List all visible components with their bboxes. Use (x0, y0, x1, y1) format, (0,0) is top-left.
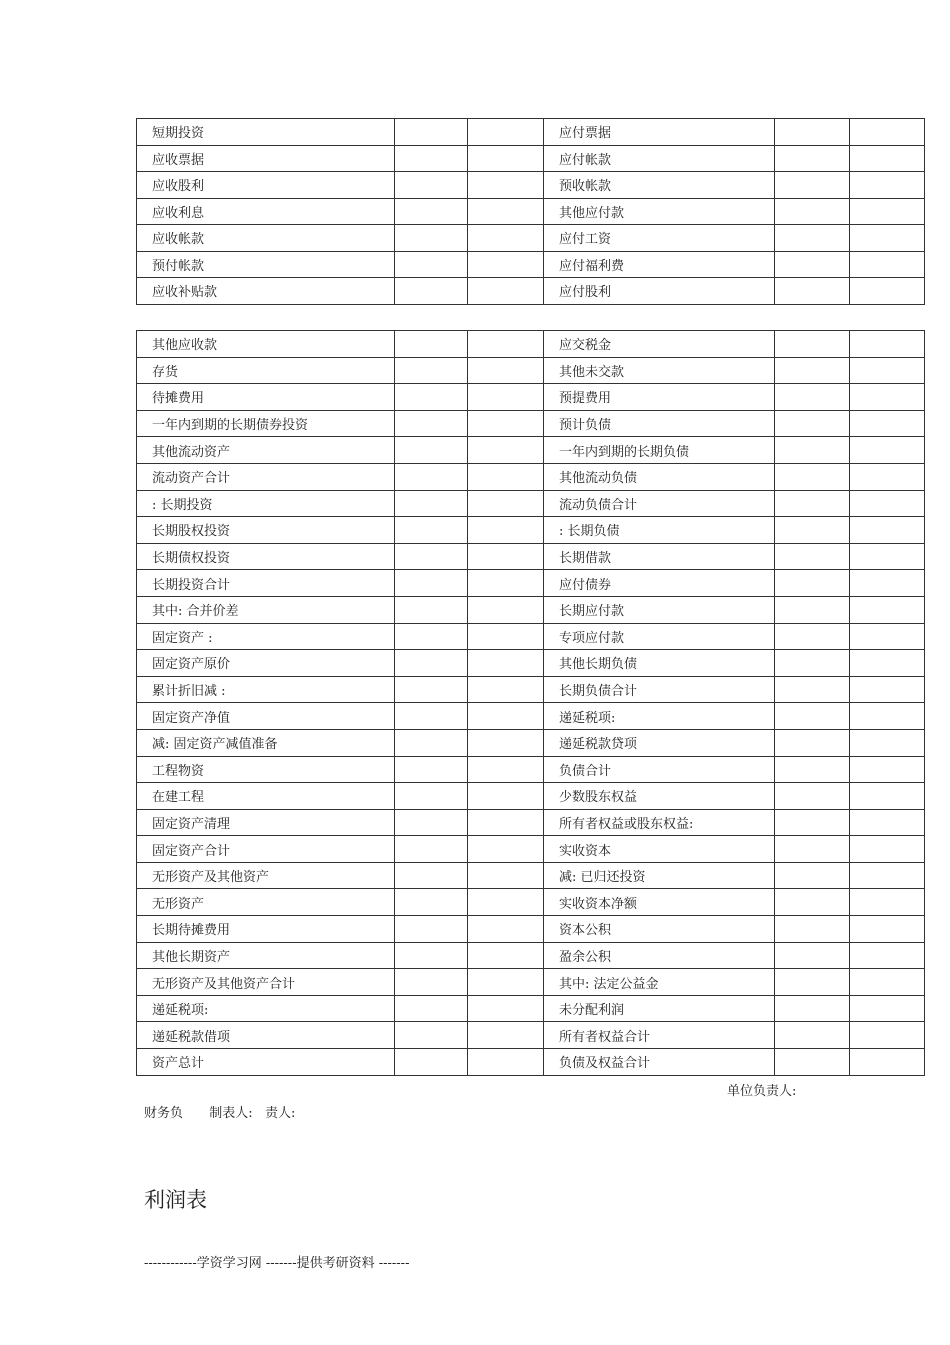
asset-value-cell (395, 889, 468, 916)
asset-value-cell (468, 596, 544, 623)
liability-item-label: 递延税项: (544, 703, 775, 730)
asset-item-label: 一年内到期的长期债券投资 (137, 410, 395, 437)
table-row (137, 995, 925, 1022)
liability-item-label: 预提费用 (544, 384, 775, 411)
liability-value-cell (850, 517, 925, 544)
table-row (137, 809, 925, 836)
liability-item-label: 预计负债 (544, 410, 775, 437)
asset-value-cell (395, 756, 468, 783)
asset-value-cell (395, 357, 468, 384)
asset-value-cell (395, 809, 468, 836)
liability-value-cell (775, 676, 850, 703)
table-row (137, 783, 925, 810)
asset-value-cell (395, 995, 468, 1022)
liability-item-label: 资本公积 (544, 916, 775, 943)
liability-value-cell (775, 889, 850, 916)
asset-value-cell (395, 650, 468, 677)
table-row (137, 463, 925, 490)
asset-item-label: 递延税项: (137, 995, 395, 1022)
liability-value-cell (850, 278, 925, 305)
asset-value-cell (468, 119, 544, 146)
asset-item-label: 应收帐款 (137, 225, 395, 252)
asset-value-cell (395, 543, 468, 570)
liability-value-cell (850, 251, 925, 278)
asset-item-label: 预付帐款 (137, 251, 395, 278)
liability-item-label: 少数股东权益 (544, 783, 775, 810)
liability-value-cell (775, 729, 850, 756)
asset-value-cell (468, 570, 544, 597)
income-statement-title: 利润表 (144, 1188, 207, 1212)
liability-value-cell (850, 331, 925, 358)
liability-value-cell (850, 119, 925, 146)
table-row (137, 517, 925, 544)
liability-item-label: 应付帐款 (544, 145, 775, 172)
liability-value-cell (850, 543, 925, 570)
asset-item-label: 累计折旧减 : (137, 676, 395, 703)
table-row (137, 145, 925, 172)
table-row (137, 969, 925, 996)
liability-value-cell (775, 596, 850, 623)
liability-value-cell (775, 145, 850, 172)
asset-value-cell (395, 1022, 468, 1049)
asset-item-label: 待摊费用 (137, 384, 395, 411)
table-row (137, 623, 925, 650)
liability-value-cell (775, 1022, 850, 1049)
liability-value-cell (775, 357, 850, 384)
asset-value-cell (468, 251, 544, 278)
table-row (137, 862, 925, 889)
liability-value-cell (850, 1049, 925, 1076)
table-row (137, 729, 925, 756)
liability-value-cell (850, 1022, 925, 1049)
table-row (137, 119, 925, 146)
liability-value-cell (775, 410, 850, 437)
liability-value-cell (850, 384, 925, 411)
liability-value-cell (775, 809, 850, 836)
liability-value-cell (850, 889, 925, 916)
asset-item-label: 固定资产 : (137, 623, 395, 650)
asset-item-label: 固定资产清理 (137, 809, 395, 836)
asset-value-cell (395, 172, 468, 199)
asset-item-label: 应收利息 (137, 198, 395, 225)
asset-value-cell (468, 969, 544, 996)
liability-value-cell (775, 969, 850, 996)
asset-value-cell (395, 783, 468, 810)
asset-value-cell (395, 145, 468, 172)
liability-value-cell (775, 437, 850, 464)
liability-item-label: 应付股利 (544, 278, 775, 305)
liability-item-label: 应付福利费 (544, 251, 775, 278)
table-row (137, 836, 925, 863)
asset-item-label: 在建工程 (137, 783, 395, 810)
liability-value-cell (775, 703, 850, 730)
asset-value-cell (395, 729, 468, 756)
asset-item-label: 固定资产原价 (137, 650, 395, 677)
table-row (137, 916, 925, 943)
asset-value-cell (395, 251, 468, 278)
table-row (137, 198, 925, 225)
asset-value-cell (468, 623, 544, 650)
liability-value-cell (775, 278, 850, 305)
asset-value-cell (395, 331, 468, 358)
asset-value-cell (395, 225, 468, 252)
asset-value-cell (395, 517, 468, 544)
liability-item-label: 其他未交款 (544, 357, 775, 384)
liability-value-cell (850, 703, 925, 730)
liability-item-label: 实收资本 (544, 836, 775, 863)
liability-item-label: 负债合计 (544, 756, 775, 783)
asset-value-cell (468, 942, 544, 969)
table-row (137, 650, 925, 677)
asset-item-label: 固定资产净值 (137, 703, 395, 730)
liability-value-cell (775, 225, 850, 252)
liability-value-cell (850, 862, 925, 889)
liability-value-cell (850, 783, 925, 810)
table-row (137, 410, 925, 437)
liability-value-cell (775, 463, 850, 490)
liability-value-cell (850, 650, 925, 677)
table-row (137, 225, 925, 252)
asset-value-cell (468, 384, 544, 411)
liability-value-cell (775, 756, 850, 783)
asset-value-cell (395, 463, 468, 490)
liability-item-label: 实收资本净额 (544, 889, 775, 916)
liability-value-cell (850, 172, 925, 199)
asset-value-cell (395, 596, 468, 623)
table-row (137, 942, 925, 969)
asset-item-label: 长期债权投资 (137, 543, 395, 570)
liability-item-label: 应付票据 (544, 119, 775, 146)
asset-item-label: 短期投资 (137, 119, 395, 146)
asset-value-cell (468, 889, 544, 916)
liability-value-cell (775, 119, 850, 146)
liability-item-label: 所有者权益或股东权益: (544, 809, 775, 836)
liability-item-label: 长期应付款 (544, 596, 775, 623)
asset-item-label: 无形资产及其他资产合计 (137, 969, 395, 996)
asset-value-cell (468, 517, 544, 544)
table-row (137, 676, 925, 703)
table-row (137, 1049, 925, 1076)
liability-value-cell (775, 836, 850, 863)
asset-value-cell (468, 225, 544, 252)
liability-value-cell (775, 570, 850, 597)
liability-value-cell (775, 783, 850, 810)
asset-value-cell (468, 1049, 544, 1076)
liability-item-label: 减: 已归还投资 (544, 862, 775, 889)
asset-value-cell (395, 942, 468, 969)
asset-item-label: 无形资产及其他资产 (137, 862, 395, 889)
liability-value-cell (850, 596, 925, 623)
liability-item-label: 其中: 法定公益金 (544, 969, 775, 996)
asset-value-cell (395, 437, 468, 464)
asset-value-cell (468, 809, 544, 836)
asset-value-cell (468, 650, 544, 677)
asset-value-cell (468, 172, 544, 199)
asset-item-label: 资产总计 (137, 1049, 395, 1076)
liability-value-cell (850, 969, 925, 996)
liability-item-label: 应交税金 (544, 331, 775, 358)
liability-value-cell (775, 1049, 850, 1076)
liability-item-label: 负债及权益合计 (544, 1049, 775, 1076)
liability-item-label: 应付工资 (544, 225, 775, 252)
asset-value-cell (468, 783, 544, 810)
balance-sheet-table-main (136, 330, 925, 1076)
asset-value-cell (468, 357, 544, 384)
liability-item-label: 一年内到期的长期负债 (544, 437, 775, 464)
liability-value-cell (850, 809, 925, 836)
liability-value-cell (775, 172, 850, 199)
asset-value-cell (468, 490, 544, 517)
table-row (137, 172, 925, 199)
asset-item-label: 减: 固定资产减值准备 (137, 729, 395, 756)
liability-value-cell (850, 942, 925, 969)
liability-value-cell (850, 145, 925, 172)
liability-item-label: 应付债券 (544, 570, 775, 597)
asset-value-cell (395, 703, 468, 730)
liability-value-cell (775, 331, 850, 358)
signature-line (144, 1102, 295, 1121)
table-row (137, 596, 925, 623)
asset-item-label: : 长期投资 (137, 490, 395, 517)
table-row (137, 357, 925, 384)
liability-value-cell (775, 490, 850, 517)
asset-value-cell (468, 756, 544, 783)
asset-value-cell (395, 676, 468, 703)
asset-item-label: 固定资产合计 (137, 836, 395, 863)
liability-value-cell (850, 729, 925, 756)
asset-item-label: 其他应收款 (137, 331, 395, 358)
asset-item-label: 长期股权投资 (137, 517, 395, 544)
liability-item-label: 递延税款贷项 (544, 729, 775, 756)
asset-item-label: 其他流动资产 (137, 437, 395, 464)
asset-item-label: 长期待摊费用 (137, 916, 395, 943)
asset-value-cell (468, 729, 544, 756)
asset-item-label: 流动资产合计 (137, 463, 395, 490)
asset-value-cell (468, 995, 544, 1022)
asset-item-label: 应收票据 (137, 145, 395, 172)
asset-item-label: 长期投资合计 (137, 570, 395, 597)
table-row (137, 570, 925, 597)
liability-item-label: 其他应付款 (544, 198, 775, 225)
asset-item-label: 无形资产 (137, 889, 395, 916)
liability-item-label: 其他长期负债 (544, 650, 775, 677)
asset-value-cell (395, 836, 468, 863)
asset-value-cell (395, 384, 468, 411)
liability-value-cell (850, 225, 925, 252)
liability-value-cell (850, 995, 925, 1022)
asset-value-cell (395, 490, 468, 517)
asset-item-label: 递延税款借项 (137, 1022, 395, 1049)
liability-value-cell (850, 756, 925, 783)
liability-item-label: 流动负债合计 (544, 490, 775, 517)
asset-value-cell (395, 198, 468, 225)
liability-item-label: 预收帐款 (544, 172, 775, 199)
liability-value-cell (850, 357, 925, 384)
balance-sheet-table-top (136, 118, 925, 305)
liability-item-label: 其他流动负债 (544, 463, 775, 490)
asset-value-cell (468, 916, 544, 943)
asset-item-label: 应收股利 (137, 172, 395, 199)
table-row (137, 384, 925, 411)
asset-value-cell (395, 1049, 468, 1076)
table-row (137, 1022, 925, 1049)
liability-item-label: 长期借款 (544, 543, 775, 570)
table-row (137, 756, 925, 783)
unit-head-signature-label: 单位负责人: (727, 1084, 797, 1099)
asset-item-label: 存货 (137, 357, 395, 384)
asset-value-cell (468, 410, 544, 437)
liability-value-cell (775, 198, 850, 225)
liability-value-cell (775, 251, 850, 278)
liability-item-label: 盈余公积 (544, 942, 775, 969)
table-row (137, 278, 925, 305)
asset-value-cell (395, 570, 468, 597)
asset-item-label: 其他长期资产 (137, 942, 395, 969)
table-row (137, 490, 925, 517)
liability-value-cell (850, 570, 925, 597)
asset-value-cell (395, 969, 468, 996)
asset-value-cell (468, 862, 544, 889)
asset-value-cell (468, 703, 544, 730)
table-row (137, 331, 925, 358)
liability-value-cell (850, 916, 925, 943)
liability-value-cell (775, 623, 850, 650)
liability-value-cell (850, 437, 925, 464)
liability-value-cell (850, 410, 925, 437)
liability-value-cell (850, 463, 925, 490)
liability-value-cell (850, 198, 925, 225)
liability-value-cell (775, 916, 850, 943)
liability-item-label: 未分配利润 (544, 995, 775, 1022)
asset-item-label: 其中: 合并价差 (137, 596, 395, 623)
responsible-label: 责人: (264, 1106, 296, 1121)
asset-value-cell (468, 463, 544, 490)
table-row (137, 251, 925, 278)
asset-value-cell (468, 1022, 544, 1049)
asset-value-cell (468, 543, 544, 570)
liability-value-cell (775, 650, 850, 677)
asset-value-cell (468, 836, 544, 863)
asset-value-cell (395, 623, 468, 650)
asset-value-cell (468, 676, 544, 703)
asset-value-cell (395, 862, 468, 889)
asset-value-cell (468, 437, 544, 464)
asset-item-label: 应收补贴款 (137, 278, 395, 305)
liability-value-cell (775, 384, 850, 411)
liability-value-cell (775, 862, 850, 889)
liability-value-cell (850, 836, 925, 863)
asset-value-cell (468, 145, 544, 172)
preparer-label: 制表人: (209, 1106, 253, 1121)
asset-value-cell (468, 331, 544, 358)
liability-value-cell (775, 942, 850, 969)
asset-value-cell (395, 119, 468, 146)
liability-value-cell (775, 543, 850, 570)
asset-item-label: 工程物资 (137, 756, 395, 783)
liability-value-cell (850, 490, 925, 517)
liability-value-cell (775, 517, 850, 544)
asset-value-cell (395, 916, 468, 943)
table-row (137, 703, 925, 730)
asset-value-cell (395, 410, 468, 437)
liability-item-label: 长期负债合计 (544, 676, 775, 703)
liability-value-cell (775, 995, 850, 1022)
table-row (137, 889, 925, 916)
asset-value-cell (395, 278, 468, 305)
liability-item-label: : 长期负债 (544, 517, 775, 544)
liability-item-label: 专项应付款 (544, 623, 775, 650)
asset-value-cell (468, 198, 544, 225)
liability-item-label: 所有者权益合计 (544, 1022, 775, 1049)
liability-value-cell (850, 623, 925, 650)
asset-value-cell (468, 278, 544, 305)
table-row (137, 437, 925, 464)
footer-text: ------------学资学习网 -------提供考研资料 ------- (144, 1256, 410, 1271)
table-row (137, 543, 925, 570)
liability-value-cell (850, 676, 925, 703)
finance-head-label: 财务负 (144, 1106, 184, 1121)
